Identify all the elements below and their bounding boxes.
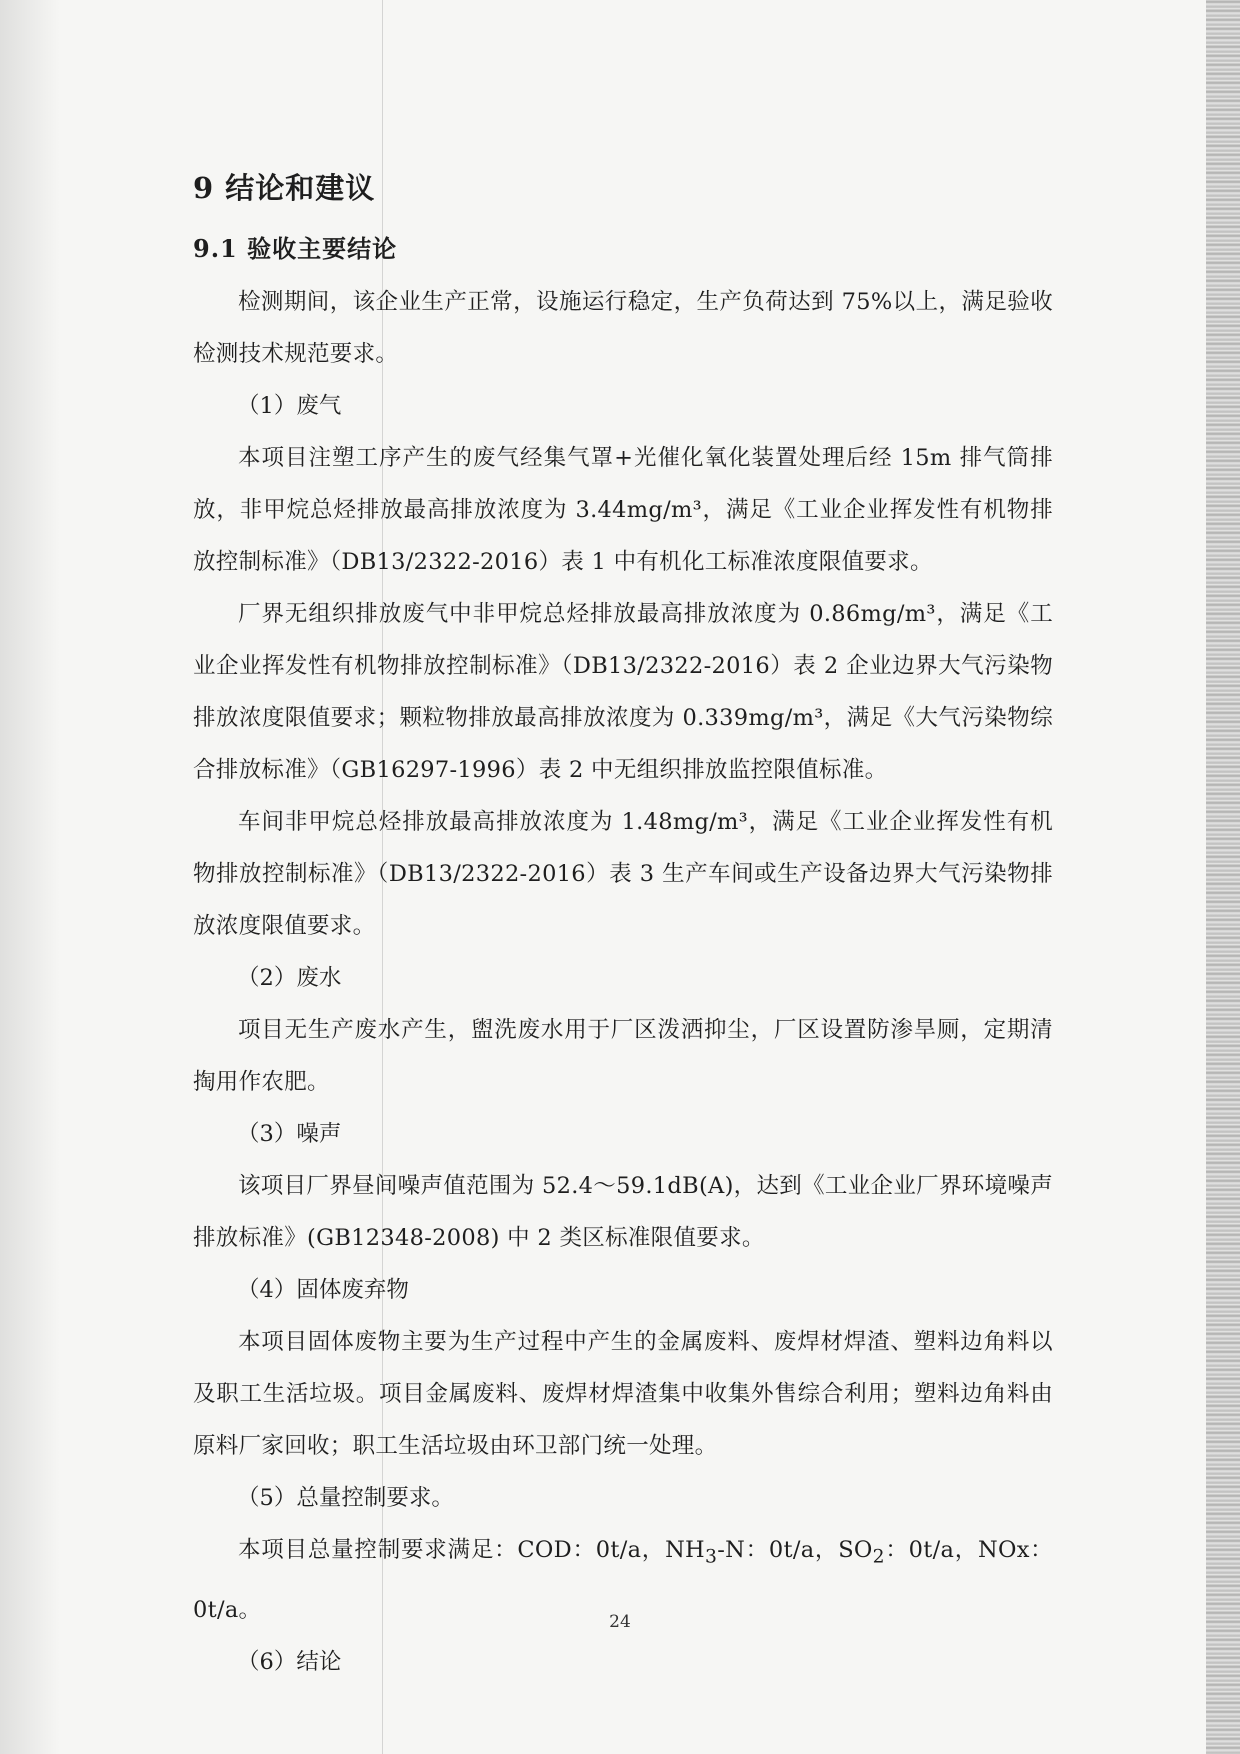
so2-subscript: 2 <box>872 1546 885 1568</box>
document-page <box>193 150 1053 1688</box>
waste-water-heading: （2）废水 <box>237 965 342 991</box>
conclusion-heading: （6）结论 <box>237 1648 342 1675</box>
solid-waste-paragraph: 本项目固体废物主要为生产过程中产生的金属废料、废焊材焊渣、塑料边角料以及职工生活垃圾。项目金属废料、废焊材焊渣集中收集外售综合利用；塑料边角料由原料厂家回收；职工生活垃圾由环卫部门统一处理。 <box>193 1329 1053 1459</box>
waste-gas-paragraph-1: 本项目注塑工序产生的废气经集气罩+光催化氧化装置处理后经 15m 排气筒排放，非甲烷总烃排放最高排放浓度为 3.44mg/m³，满足《工业企业挥发性有机物排放控制标准》（DB13/2322-2016）表 1 中有机化工标准浓度限值要求。 <box>193 445 1053 575</box>
waste-gas-paragraph-3: 车间非甲烷总烃排放最高排放浓度为 1.48mg/m³，满足《工业企业挥发性有机物排放控制标准》（DB13/2322-2016）表 3 生产车间或生产设备边界大气污染物排放浓度限值要求。 <box>193 809 1053 939</box>
total-control-text-prefix: 本项目总量控制要求满足：COD：0t/a，NH <box>238 1537 705 1563</box>
intro-paragraph: 检测期间，该企业生产正常，设施运行稳定，生产负荷达到 75%以上，满足验收检测技术规范要求。 <box>193 289 1053 367</box>
waste-water-paragraph: 项目无生产废水产生，盥洗废水用于厂区泼洒抑尘，厂区设置防渗旱厕，定期清掏用作农肥。 <box>193 1017 1053 1095</box>
total-control-text-suffix: ：0t/a，NOx：0t/a。 <box>193 1537 1053 1623</box>
total-control-heading: （5）总量控制要求。 <box>237 1485 454 1511</box>
waste-gas-paragraph-2: 厂界无组织排放废气中非甲烷总烃排放最高排放浓度为 0.86mg/m³，满足《工业企业挥发性有机物排放控制标准》（DB13/2322-2016）表 2 企业边界大气污染物排放浓度限值要求；颗粒物排放最高排放浓度为 0.339mg/m³，满足《大气污染物综合排放标准》（GB16297-1996）表 2 中无组织排放监控限值标准。 <box>193 601 1053 783</box>
scan-edge-right <box>1206 0 1240 1754</box>
noise-heading: （3）噪声 <box>237 1121 342 1147</box>
solid-waste-heading: （4）固体废弃物 <box>237 1277 409 1303</box>
waste-gas-heading: （1）废气 <box>237 393 342 419</box>
chapter-title: 9 结论和建议 <box>193 171 376 205</box>
total-control-text-mid: -N：0t/a，SO <box>717 1537 873 1563</box>
page-number: 24 <box>609 1612 631 1632</box>
nh3-subscript: 3 <box>704 1546 718 1568</box>
scan-edge-left <box>0 0 60 1754</box>
section-title: 9.1 验收主要结论 <box>193 234 398 263</box>
noise-paragraph: 该项目厂界昼间噪声值范围为 52.4～59.1dB(A)，达到《工业企业厂界环境噪声排放标准》(GB12348-2008) 中 2 类区标准限值要求。 <box>193 1173 1053 1251</box>
